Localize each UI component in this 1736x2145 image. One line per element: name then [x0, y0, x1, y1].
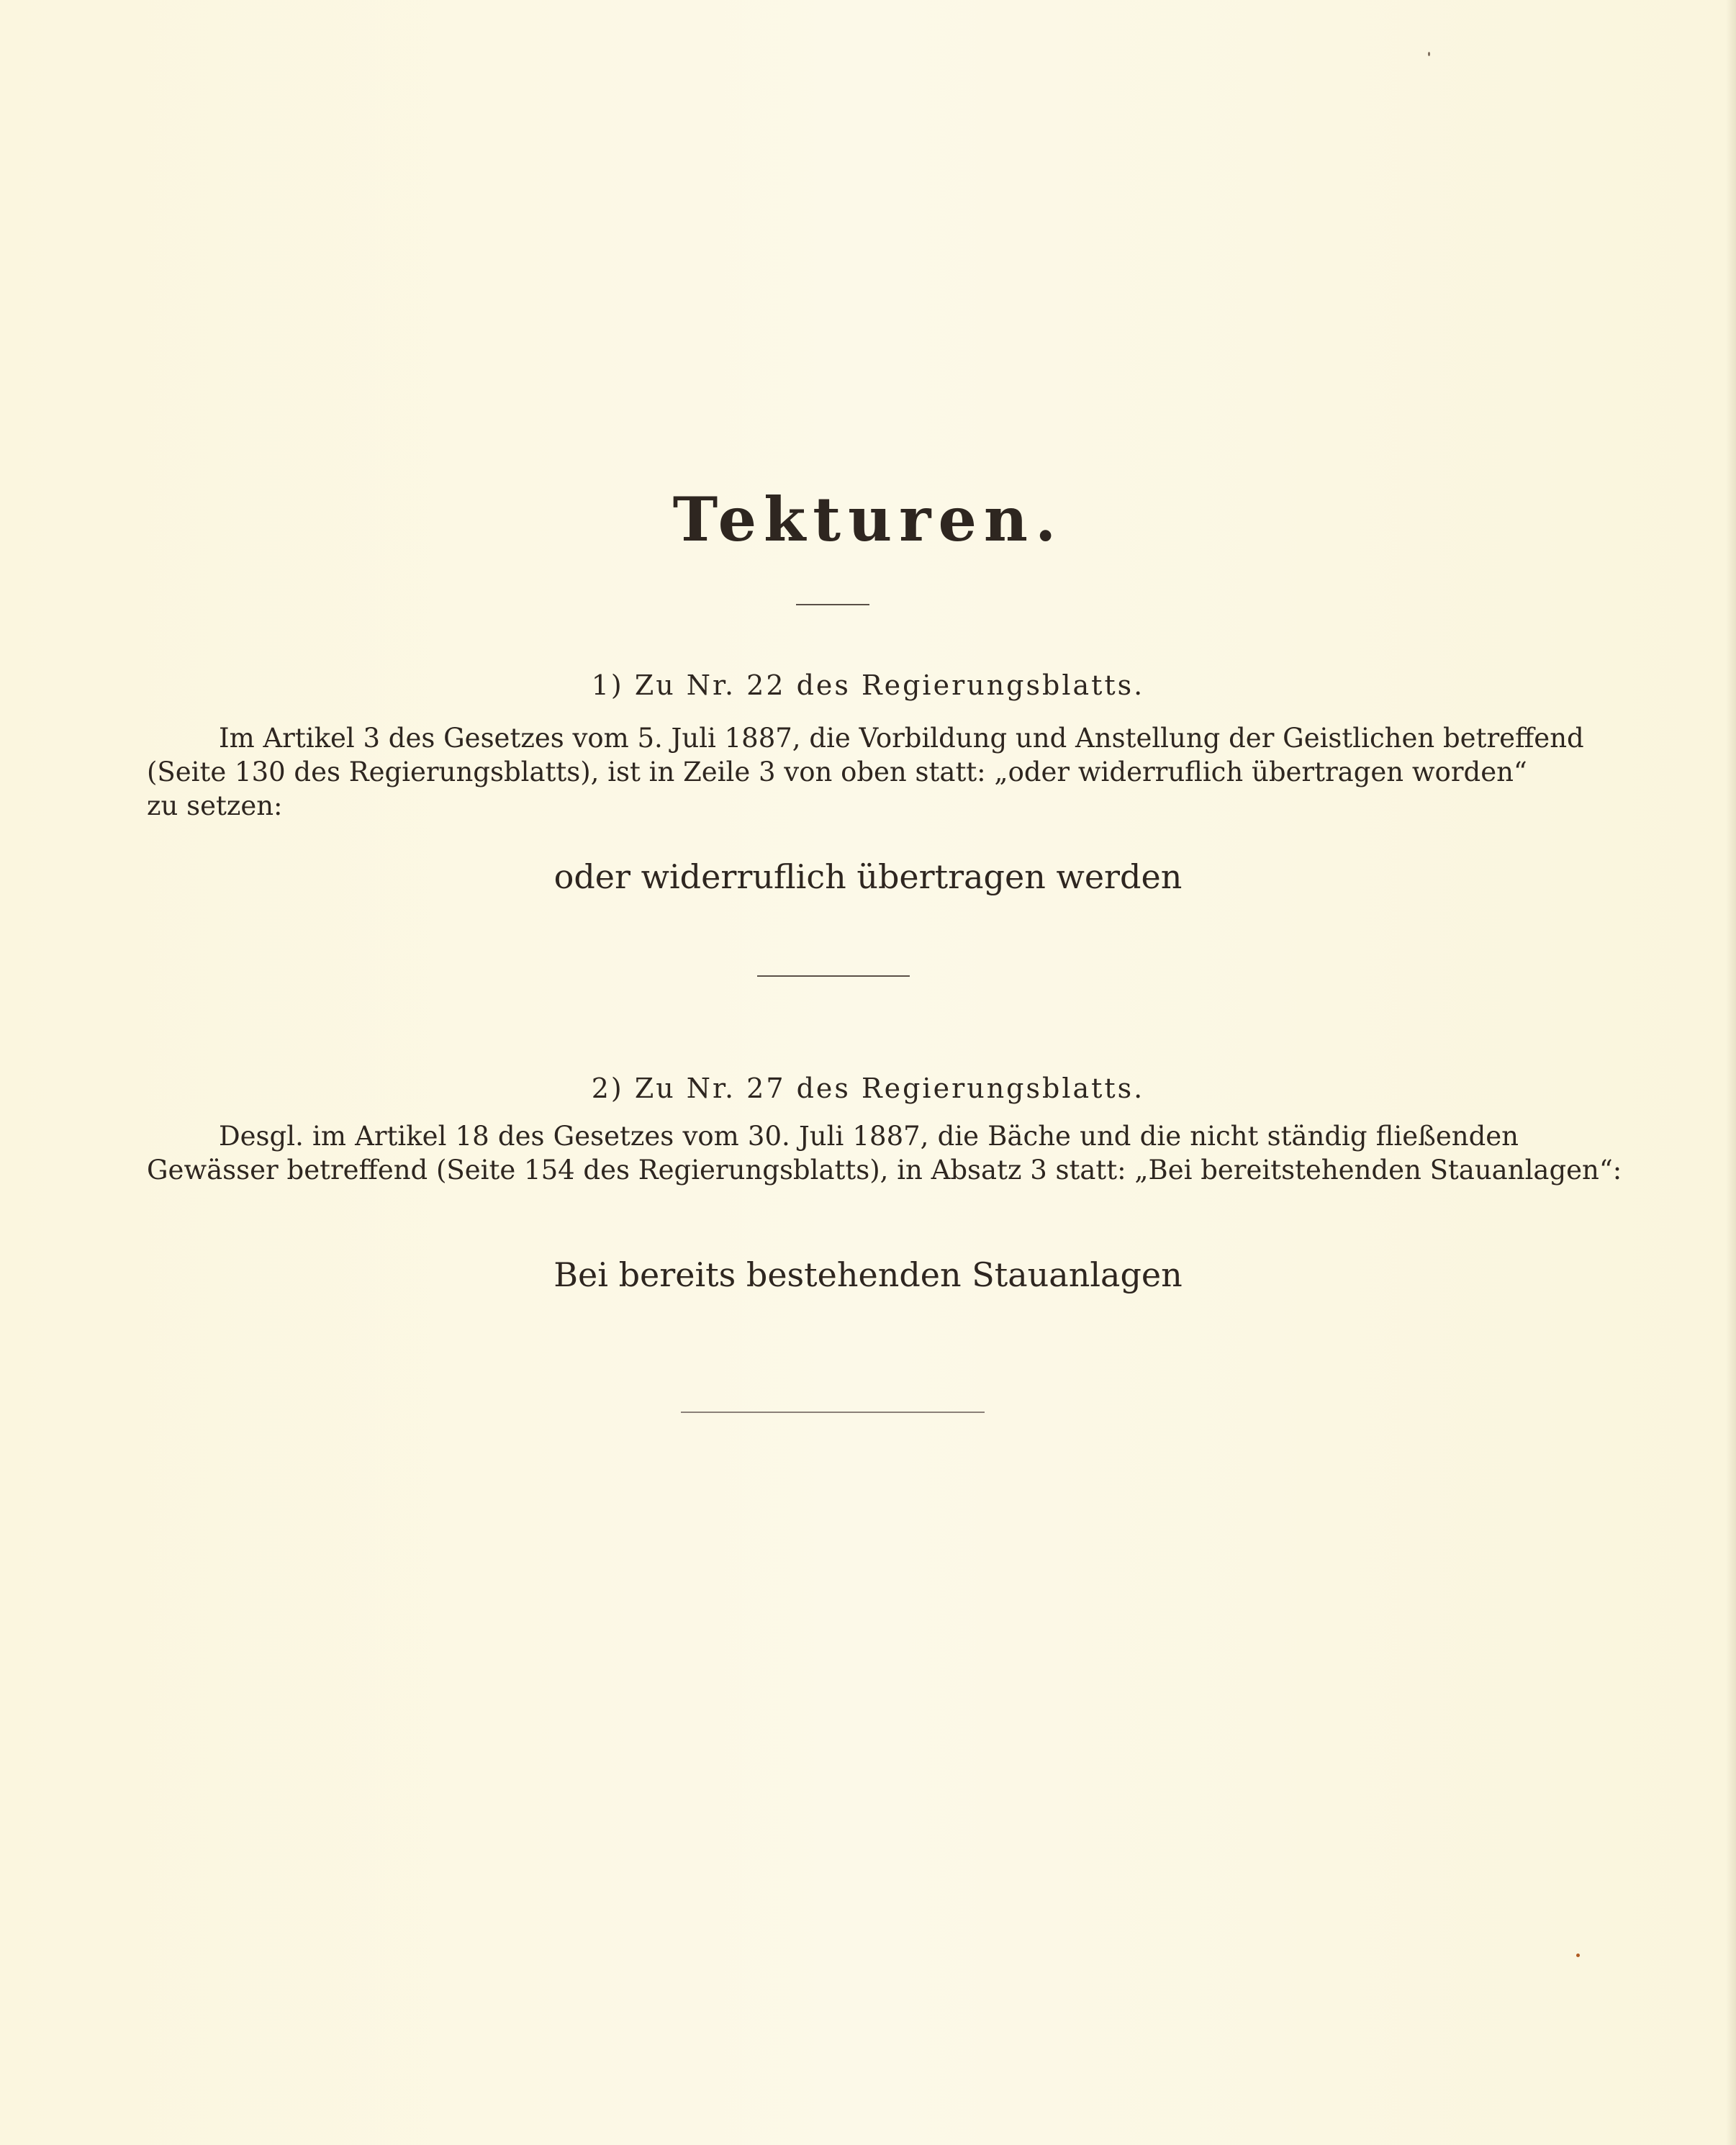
section-1-line-2: (Seite 130 des Regierungsblatts), ist in Zeile 3 von oben statt: „oder widerruflich übertragen worden“	[147, 757, 1527, 787]
section-2-correction: Bei bereits bestehenden Stauanlagen	[553, 1255, 1183, 1294]
section-2-paragraph	[147, 1119, 1622, 1187]
section-1-paragraph	[147, 721, 1584, 823]
section-1-heading: 1) Zu Nr. 22 des Regierungsblatts.	[591, 669, 1145, 701]
section-1-line-3: zu setzen:	[147, 790, 283, 821]
paper-speck	[1576, 1954, 1580, 1957]
section-1-line-1: Im Artikel 3 des Gesetzes vom 5. Juli 1887, die Vorbildung und Anstellung der Geistlichen betreffend	[219, 723, 1584, 754]
title-divider	[796, 604, 869, 605]
paper-speck	[1428, 52, 1430, 56]
section-divider	[757, 975, 910, 977]
section-2-heading: 2) Zu Nr. 27 des Regierungsblatts.	[591, 1072, 1145, 1104]
section-2-line-1: Desgl. im Artikel 18 des Gesetzes vom 30. Juli 1887, die Bäche und die nicht ständig fließenden	[219, 1121, 1519, 1152]
section-2-line-2: Gewässer betreffend (Seite 154 des Regierungsblatts), in Absatz 3 statt: „Bei bereitstehenden Stauanlagen“:	[147, 1155, 1622, 1186]
document-title: Tekturen.	[672, 484, 1064, 555]
section-1-correction: oder widerruflich übertragen werden	[553, 857, 1183, 896]
end-divider	[681, 1412, 985, 1413]
